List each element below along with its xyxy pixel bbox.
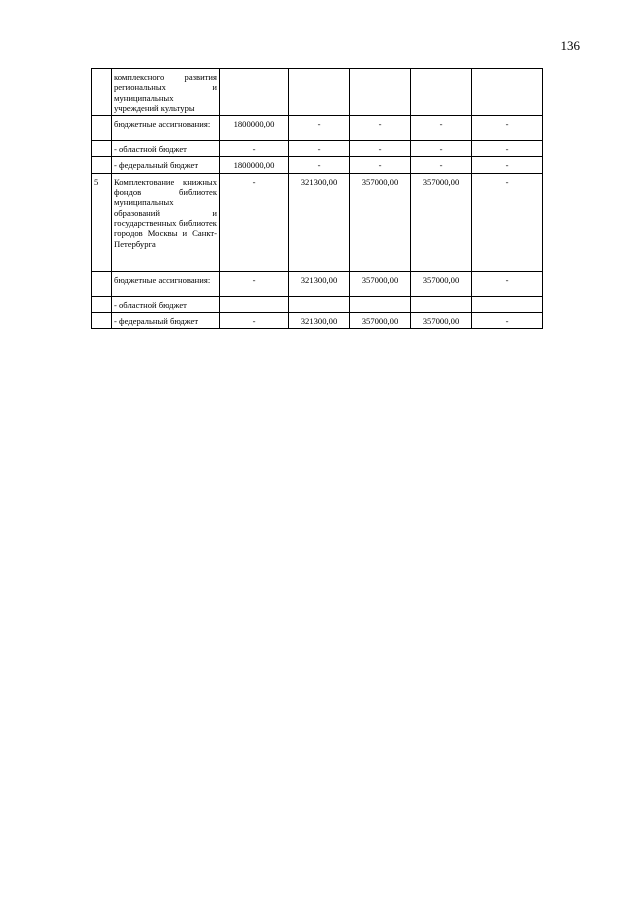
row-name-cell: - федеральный бюджет [112,313,220,329]
value-cell: - [289,157,350,173]
row-name-cell: - областной бюджет [112,296,220,312]
row-index-cell [92,296,112,312]
value-cell: - [220,173,289,271]
value-cell: - [411,157,472,173]
value-cell: 357000,00 [350,173,411,271]
value-cell: 321300,00 [289,313,350,329]
value-cell: - [472,157,543,173]
row-index-cell [92,313,112,329]
value-cell: - [472,173,543,271]
row-name-cell: Комплектование книжных фондов библиотек муниципальных образований и государственных библиотек городов Москвы и Санкт-Петербурга [112,173,220,271]
value-cell [411,296,472,312]
value-cell: 357000,00 [350,313,411,329]
table-row [92,296,543,312]
value-cell: - [220,271,289,296]
value-cell [411,69,472,116]
row-index-cell [92,271,112,296]
value-cell: 321300,00 [289,173,350,271]
value-cell: - [220,141,289,157]
value-cell [350,69,411,116]
value-cell [472,69,543,116]
value-cell: 321300,00 [289,271,350,296]
row-name-cell: бюджетные ассигнования: [112,271,220,296]
value-cell: - [220,313,289,329]
budget-table [91,68,543,329]
value-cell [220,296,289,312]
table-row [92,313,543,329]
value-cell: 1800000,00 [220,157,289,173]
value-cell: 357000,00 [350,271,411,296]
value-cell: - [350,141,411,157]
row-index-cell: 5 [92,173,112,271]
row-index-cell [92,157,112,173]
value-cell [220,69,289,116]
value-cell: - [289,141,350,157]
value-cell [289,296,350,312]
row-name-cell: - федеральный бюджет [112,157,220,173]
row-name-cell: комплексного развития региональных и муниципальных учреждений культуры [112,69,220,116]
row-name-cell: бюджетные ассигнования: [112,116,220,141]
table-row [92,116,543,141]
value-cell: - [289,116,350,141]
value-cell: 357000,00 [411,313,472,329]
row-name-cell: - областной бюджет [112,141,220,157]
row-index-cell [92,141,112,157]
value-cell: - [411,141,472,157]
table-row [92,69,543,116]
value-cell: - [350,116,411,141]
value-cell: - [472,313,543,329]
page-number: 136 [560,38,580,53]
value-cell [472,296,543,312]
row-index-cell [92,116,112,141]
value-cell [289,69,350,116]
value-cell: - [472,116,543,141]
value-cell: - [350,157,411,173]
value-cell: - [472,141,543,157]
table-row [92,157,543,173]
value-cell: - [472,271,543,296]
value-cell: 357000,00 [411,271,472,296]
row-index-cell [92,69,112,116]
value-cell [350,296,411,312]
value-cell: - [411,116,472,141]
table-row [92,141,543,157]
budget-table-body [92,69,543,329]
table-row [92,173,543,271]
value-cell: 357000,00 [411,173,472,271]
table-row [92,271,543,296]
value-cell: 1800000,00 [220,116,289,141]
